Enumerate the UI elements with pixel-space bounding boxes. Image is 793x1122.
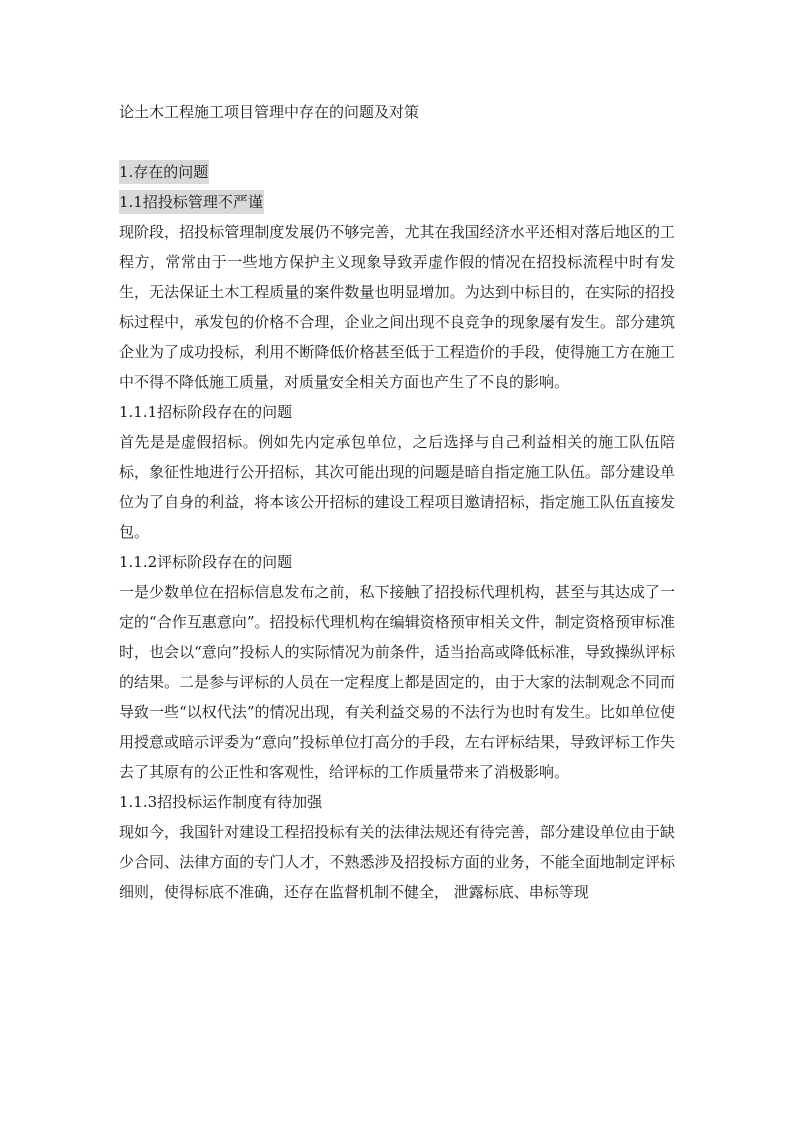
paragraph: 现阶段，招投标管理制度发展仍不够完善，尤其在我国经济水平还相对落后地区的工程方，常常由于一些地方保护主义现象导致弄虚作假的情况在招投标流程中时有发生，无法保证土木工程质量的案件数量也明显增加。为达到中标目的，在实际的招投标过程中，承发包的价格不合理，企业之间出现不良竞争的现象屡有发生。部分建筑企业为了成功投标，利用不断降低价格甚至低于工程造价的手段，使得施工方在施工中不得不降低施工质量，对质量安全相关方面也产生了不良的影响。 (119, 223, 675, 391)
section-heading (119, 157, 675, 187)
paragraph: 首先是是虚假招标。例如先内定承包单位，之后选择与自己利益相关的施工队伍陪标，象征性地进行公开招标，其次可能出现的问题是暗自指定施工队伍。部分建设单位为了自身的利益，将本该公开招标的建设工程项目邀请招标，指定施工队伍直接发包。 (119, 433, 675, 541)
subsection-heading (119, 187, 675, 217)
paragraph: 一是少数单位在招标信息发布之前，私下接触了招投标代理机构，甚至与其达成了一定的“合作互惠意向”。招投标代理机构在编辑资格预审相关文件，制定资格预审标准时，也会以“意向”投标人的实际情况为前条件，适当抬高或降低标准，导致操纵评标的结果。二是参与评标的人员在一定程度上都是固定的，由于大家的法制观念不同而导致一些“以权代法”的情况出现，有关利益交易的不法行为也时有发生。比如单位使用授意或暗示评委为“意向”投标单位打高分的手段，左右评标结果，导致评标工作失去了其原有的公正性和客观性，给评标的工作质量带来了消极影响。 (119, 583, 675, 781)
subsection-title: 1.1.3招投标运作制度有待加强 (119, 793, 323, 811)
heading-highlight: 1.1招投标管理不严谨 (119, 190, 264, 214)
document-body (119, 157, 675, 907)
subsection-title: 1.1.2评标阶段存在的问题 (119, 553, 293, 571)
heading-highlight: 1.存在的问题 (119, 160, 209, 184)
subsection-title: 1.1.1招标阶段存在的问题 (119, 403, 293, 421)
paragraph: 现如今，我国针对建设工程招投标有关的法律法规还有待完善，部分建设单位由于缺少合同、法律方面的专门人才，不熟悉涉及招投标方面的业务，不能全面地制定评标细则，使得标底不准确，还存在监督机制不健全， 泄露标底、串标等现 (119, 823, 675, 901)
document-title: 论土木工程施工项目管理中存在的问题及对策 (119, 103, 420, 121)
